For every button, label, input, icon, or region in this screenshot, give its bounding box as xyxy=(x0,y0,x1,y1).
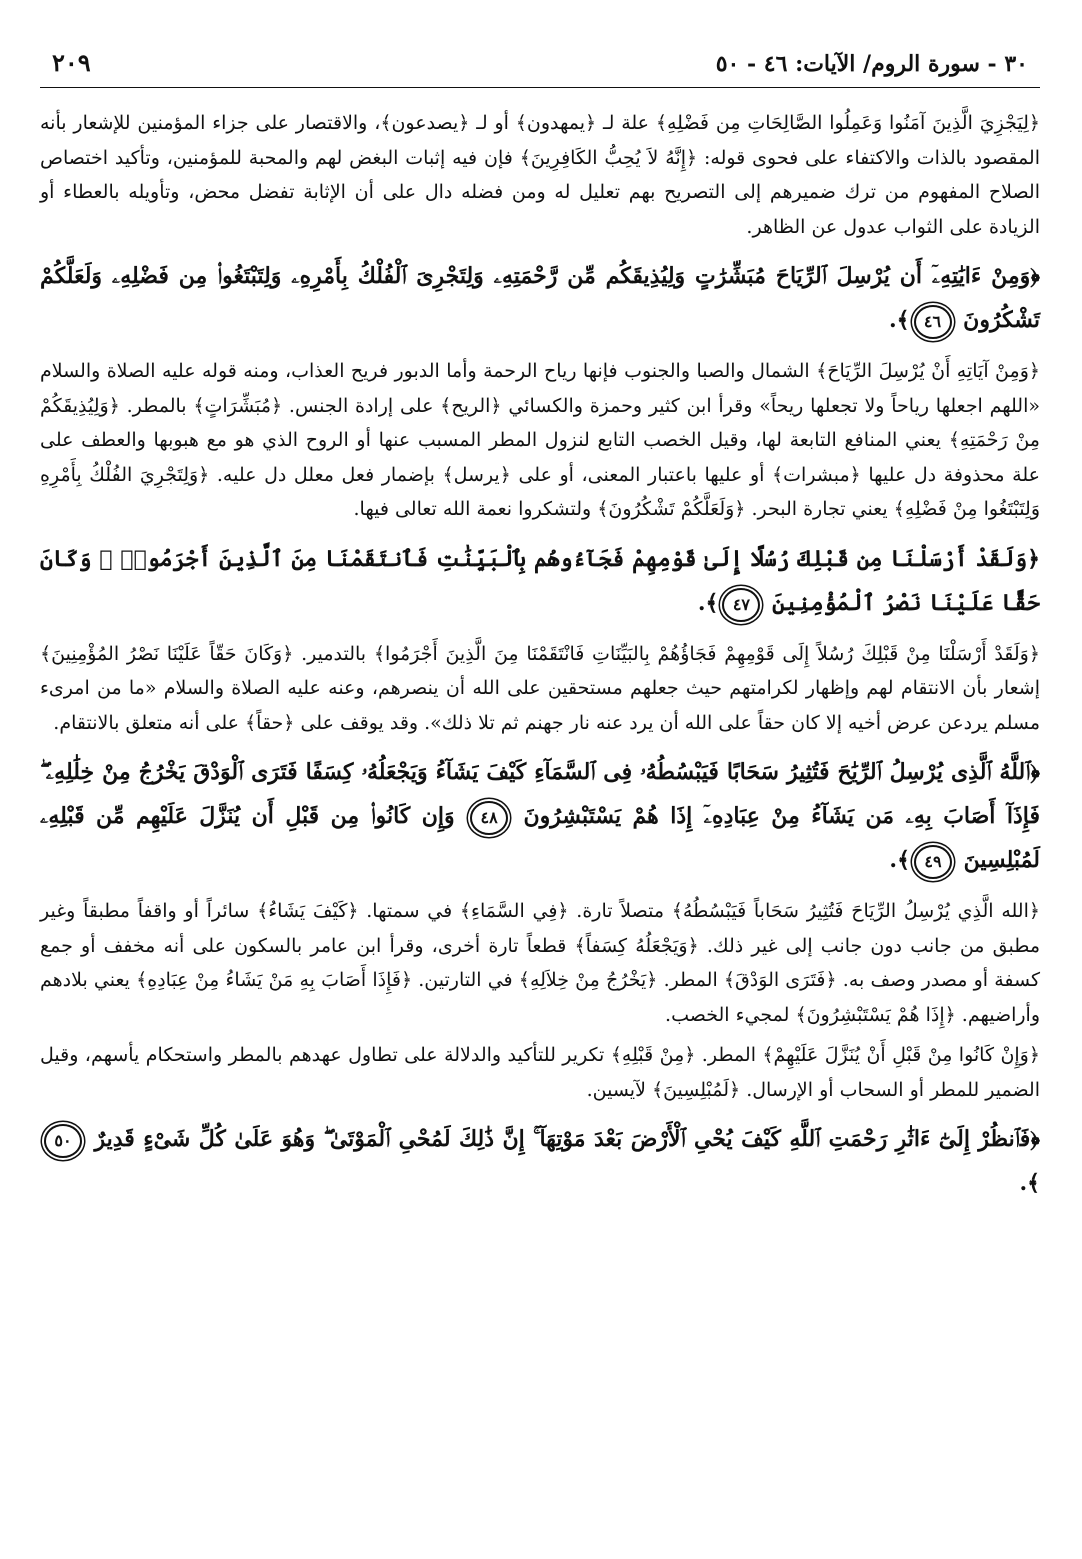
verse-end: ﴾. xyxy=(1019,1170,1040,1196)
ayah-number-marker: ٥٠ xyxy=(44,1124,82,1158)
verse-text-continued: وَإِن كَانُوا۟ مِن قَبْلِ أَن يُنَزَّلَ عَلَيْهِم مِّن قَبْلِهِۦ لَمُبْلِسِينَ xyxy=(40,803,1040,873)
verse-end: ﴾. xyxy=(697,589,719,616)
ayah-number-marker: ٤٦ xyxy=(914,305,952,339)
ayah-number-marker: ٤٩ xyxy=(914,845,952,879)
running-title: ٣٠ - سورة الروم/ الآيات: ٤٦ - ٥٠ xyxy=(715,51,1028,77)
verse-end: ﴾. xyxy=(889,847,910,873)
commentary-paragraph: ﴿لِيَجْزِيَ الَّذِينَ آمَنُوا وَعَمِلُوا الصَّالِحَاتِ مِن فَضْلِهِ﴾ علة لـ ﴿يمهدون﴾ أو لـ ﴿يصدعون﴾، والاقتصار على جزاء المؤمنين للإشعار بأنه المقصود بالذات والاكتفاء على فحوى قوله: ﴿إِنَّهُ لاَ يُحِبُّ الكَافِرِينَ﴾ فإن فيه إثبات البغض لهم والمحبة للمؤمنين، وتأكيد اختصاص الصلاح المفهوم من ترك ضميرهم إلى التصريح بهم تعليل له ومن فضله دال على أن الإثابة تفضل محض، وتأويله بالعطاء أو الزيادة على الثواب عدول عن الظاهر. xyxy=(40,112,1040,238)
verse-text: ﴿وَمِنْ ءَايَٰتِهِۦٓ أَن يُرْسِلَ ٱلرِّيَاحَ مُبَشِّرَٰتٍ وَلِيُذِيقَكُم مِّن رَّحْمَتِهِۦ وَلِتَجْرِىَ ٱلْفُلْكُ بِأَمْرِهِۦ وَلِتَبْتَغُوا۟ مِن فَضْلِهِۦ وَلَعَلَّكُمْ تَشْكُرُونَ xyxy=(40,263,1040,333)
verse-text: ﴿وَلَقَدْ أَرْسَلْنَا مِن قَبْلِكَ رُسُلًا إِلَىٰ قَوْمِهِمْ فَجَآءُوهُم بِٱلْبَيِّنَٰتِ فَٱنتَقَمْنَا مِنَ ٱلَّذِينَ أَجْرَمُوا۟ ۖ وَكَانَ حَقًّا عَلَيْنَا نَصْرُ ٱلْمُؤْمِنِينَ xyxy=(40,545,1040,616)
verse-text: ﴿ٱللَّهُ ٱلَّذِى يُرْسِلُ ٱلرِّيَٰحَ فَتُثِيرُ سَحَابًا فَيَبْسُطُهُۥ فِى ٱلسَّمَآءِ كَيْفَ يَشَآءُ وَيَجْعَلُهُۥ كِسَفًا فَتَرَى ٱلْوَدْقَ يَخْرُجُ مِنْ خِلَٰلِهِۦ ۖ فَإِذَآ أَصَابَ بِهِۦ مَن يَشَآءُ مِنْ عِبَادِهِۦٓ إِذَا هُمْ يَسْتَبْشِرُونَ xyxy=(40,759,1040,829)
running-head xyxy=(40,48,1040,88)
commentary-paragraph: ﴿وَمِنْ آيَاتِهِ أَنْ يُرْسِلَ الرِّيَاحَ﴾ الشمال والصبا والجنوب فإنها رياح الرحمة وأما الدبور فريح العذاب، ومنه قوله عليه الصلاة والسلام «اللهم اجعلها رياحاً ولا تجعلها ريحاً» وقرأ ابن كثير وحمزة والكسائي ﴿الريح﴾ على إرادة الجنس. ﴿مُبَشِّرَاتٍ﴾ بالمطر. ﴿وَلِيُذِيقَكُمْ مِنْ رَحْمَتِهِ﴾ يعني المنافع التابعة لها، وقيل الخصب التابع لنزول المطر المسبب عنها أو الروح الذي هو مع هبوبها والعطف على علة محذوفة دل عليها ﴿مبشرات﴾ أو عليها باعتبار المعنى، أو على ﴿يرسل﴾ بإضمار فعل معلل دل عليه. ﴿وَلِتَجْرِيَ الفُلْكُ بِأَمْرِهِ وَلِتَبْتَغُوا مِنْ فَضْلِهِ﴾ يعني تجارة البحر. ﴿وَلَعَلَّكُمْ تَشْكُرُونَ﴾ ولتشكروا نعمة الله تعالى فيها. xyxy=(40,360,1040,520)
page xyxy=(40,48,1040,1518)
quran-verse xyxy=(40,537,1040,625)
page-number: ٢٠٩ xyxy=(52,48,91,77)
page-content xyxy=(40,106,1040,1205)
ayah-number-marker: ٤٨ xyxy=(470,801,508,835)
commentary-paragraph: ﴿وَلَقَدْ أَرْسَلْنَا مِنْ قَبْلِكَ رُسُلاً إِلَى قَوْمِهِمْ فَجَاؤُهُمْ بِالبَيِّنَاتِ فَانْتَقَمْنَا مِنَ الَّذِينَ أَجْرَمُوا﴾ بالتدمير. ﴿وَكَانَ حَقّاً عَلَيْنَا نَصْرُ المُؤْمِنِينَ﴾ إشعار بأن الانتقام لهم وإظهار لكرامتهم حيث جعلهم مستحقين على الله أن ينصرهم، وعنه عليه الصلاة والسلام «ما من امرىء مسلم يردعن عرض أخيه إلا كان حقاً على الله أن يرد عنه نار جهنم ثم تلا ذلك». وقد يوقف على ﴿حقاً﴾ على أنه متعلق بالانتقام. xyxy=(40,642,1040,734)
quran-verse xyxy=(40,1117,1040,1205)
commentary-paragraph: ﴿وَإِنْ كَانُوا مِنْ قَبْلِ أَنْ يُنَزَّلَ عَلَيْهِمْ﴾ المطر. ﴿مِنْ قَبْلِهِ﴾ تكرير للتأكيد والدلالة على تطاول عهدهم بالمطر واستحكام يأسهم، وقيل الضمير للمطر أو السحاب أو الإرسال. ﴿لَمُبْلِسِينَ﴾ لآيسين. xyxy=(40,1044,1040,1101)
verse-text: ﴿فَٱنظُرْ إِلَىٰٓ ءَاثَٰرِ رَحْمَتِ ٱللَّهِ كَيْفَ يُحْىِ ٱلْأَرْضَ بَعْدَ مَوْتِهَآ ۚ إِنَّ ذَٰلِكَ لَمُحْىِ ٱلْمَوْتَىٰ ۖ وَهُوَ عَلَىٰ كُلِّ شَىْءٍ قَدِيرٌ xyxy=(94,1126,1040,1152)
quran-verse xyxy=(40,750,1040,882)
quran-verse xyxy=(40,254,1040,342)
ayah-number-marker: ٤٧ xyxy=(722,588,760,622)
commentary-paragraph: ﴿الله الَّذِي يُرْسِلُ الرِّيَاحَ فَتُثِيرُ سَحَاباً فَيَبْسُطُهُ﴾ متصلاً تارة. ﴿فِي السَّمَاءِ﴾ في سمتها. ﴿كَيْفَ يَشَاءُ﴾ سائراً أو واقفاً مطبقاً وغير مطبق من جانب دون جانب إلى غير ذلك. ﴿وَيَجْعَلُهُ كِسَفاً﴾ قطعاً تارة أخرى، وقرأ ابن عامر بالسكون على أنه مخفف أو جمع كسفة أو مصدر وصف به. ﴿فَتَرَى الوَدْقَ﴾ المطر. ﴿يَخْرُجُ مِنْ خِلاَلِهِ﴾ في التارتين. ﴿فَإِذَا أَصَابَ بِهِ مَنْ يَشَاءُ مِنْ عِبَادِهِ﴾ يعني بلادهم وأراضيهم. ﴿إِذَا هُمْ يَسْتَبْشِرُونَ﴾ لمجيء الخصب. xyxy=(40,900,1040,1026)
verse-end: ﴾. xyxy=(888,307,910,333)
